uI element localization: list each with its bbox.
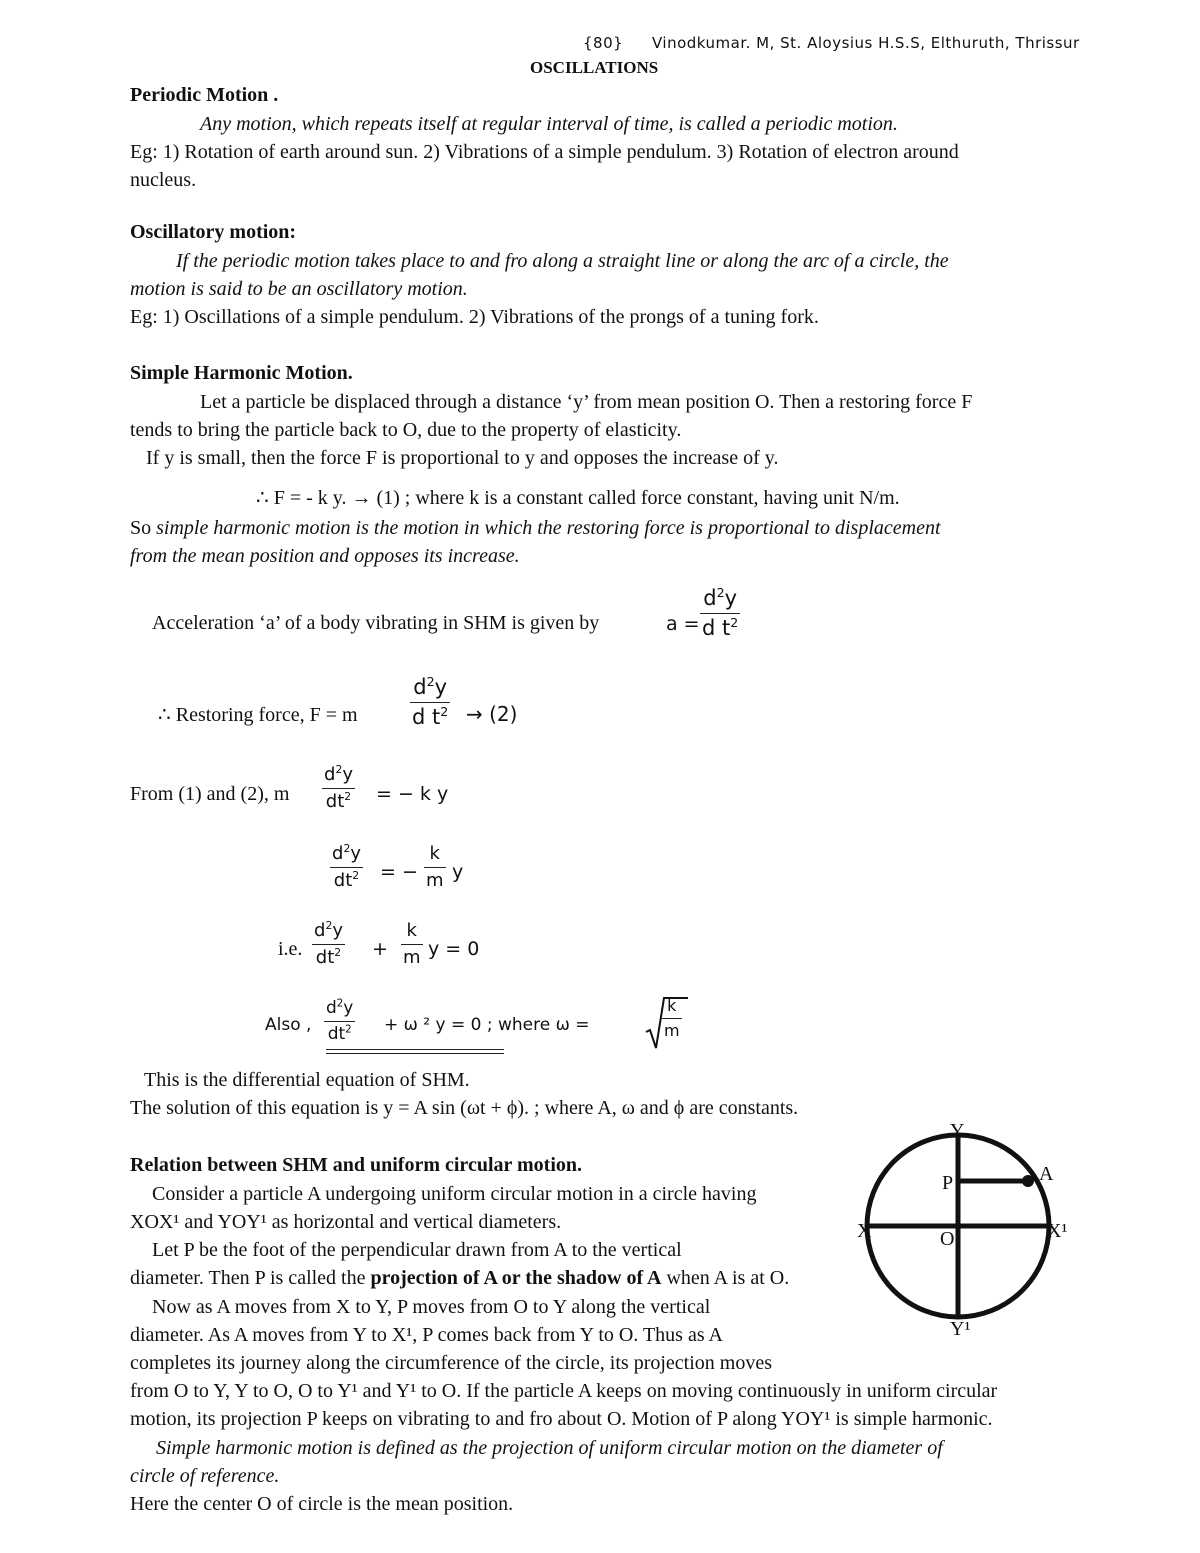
- fraction-bar: [401, 944, 423, 945]
- eq5-k-over-m: [401, 922, 423, 967]
- rf-den: d t: [412, 705, 441, 729]
- label-o: O: [940, 1228, 955, 1250]
- particle-a-dot: [1022, 1175, 1034, 1187]
- relation-text-5: Now as A moves from X to Y, P moves from O to Y along the vertical: [152, 1296, 711, 1318]
- eq6-fraction: $d^2y$ $dt^2$: [326, 998, 354, 1044]
- eq5-plus: +: [372, 938, 388, 960]
- eq5-rhs: y = 0: [428, 938, 480, 960]
- eq5-num-y: y: [332, 920, 343, 941]
- from-equations-text: From (1) and (2), m: [130, 783, 290, 805]
- fraction-bar: [324, 1021, 355, 1022]
- fraction-bar: [322, 788, 355, 789]
- eq5-fraction: $d^2y$ $dt^2$: [314, 919, 343, 968]
- fraction-bar: [312, 944, 345, 945]
- k-numerator: k: [429, 843, 440, 864]
- restoring-force-text: ∴ Restoring force, F = m: [158, 704, 358, 726]
- eq6-num-d: d: [326, 998, 337, 1018]
- eq4-fraction: $d^2y$ $dt^2$: [332, 842, 361, 891]
- oscillatory-definition-cont: motion is said to be an oscillatory motion.: [130, 278, 468, 300]
- eq5-m: m: [403, 947, 421, 968]
- oscillatory-definition: If the periodic motion takes place to and fro along a straight line or along the arc of a circle, the: [176, 250, 949, 272]
- equation-2-label: → (2): [466, 702, 518, 726]
- fraction-bar: [424, 867, 446, 868]
- relation-text-4c: when A is at O.: [661, 1267, 790, 1289]
- double-underline: [326, 1049, 504, 1054]
- omega-fraction: [662, 998, 682, 1039]
- relation-text-6: diameter. As A moves from Y to X¹, P comes back from Y to O. Thus as A: [130, 1324, 723, 1346]
- page-title: OSCILLATIONS: [530, 58, 659, 77]
- relation-text-1: Consider a particle A undergoing uniform circular motion in a circle having: [152, 1183, 757, 1205]
- periodic-examples: Eg: 1) Rotation of earth around sun. 2) Vibrations of a simple pendulum. 3) Rotation of electron around: [130, 141, 959, 163]
- label-x: X: [857, 1220, 872, 1242]
- accel-num-d: d: [703, 586, 717, 610]
- shm-definition-prefix: So: [130, 517, 157, 539]
- shm-definition-italic: simple harmonic motion is the motion in which the restoring force is proportional to displacement: [156, 517, 941, 539]
- periodic-definition: Any motion, which repeats itself at regular interval of time, is called a periodic motion.: [200, 113, 898, 135]
- shm-heading: Simple Harmonic Motion.: [130, 362, 353, 384]
- eq3-num-d: d: [324, 764, 336, 785]
- m-denominator: m: [426, 870, 444, 891]
- relation-text-7: completes its journey along the circumference of the circle, its projection moves: [130, 1352, 772, 1374]
- shm-circular-definition-cont: circle of reference.: [130, 1465, 280, 1487]
- omega-k: k: [667, 996, 677, 1015]
- rf-num-y: y: [434, 675, 448, 699]
- relation-heading: Relation between SHM and uniform circular motion.: [130, 1154, 583, 1176]
- differential-equation-text: This is the differential equation of SHM.: [144, 1069, 470, 1091]
- accel-num-y: y: [724, 586, 738, 610]
- relation-text-2: XOX¹ and YOY¹ as horizontal and vertical diameters.: [130, 1211, 562, 1233]
- eq3-num-y: y: [342, 764, 353, 785]
- shm-text-1: Let a particle be displaced through a distance ‘y’ from mean position O. Then a restoring force F: [200, 391, 973, 413]
- label-x1: X¹: [1047, 1220, 1068, 1242]
- shm-text-2: tends to bring the particle back to O, due to the property of elasticity.: [130, 419, 682, 441]
- eq5-num-d: d: [314, 920, 326, 941]
- solution-text: The solution of this equation is y = A sin (ωt + ϕ). ; where A, ω and ϕ are constants.: [130, 1097, 799, 1119]
- fraction-bar: [662, 1018, 682, 1019]
- relation-text-8: from O to Y, Y to O, O to Y¹ and Y¹ to O. If the particle A keeps on moving continuously in uniform circular: [130, 1380, 998, 1402]
- oscillatory-examples: Eg: 1) Oscillations of a simple pendulum. 2) Vibrations of the prongs of a tuning fork.: [130, 306, 819, 328]
- label-y: Y: [950, 1120, 965, 1142]
- acceleration-text: Acceleration ‘a’ of a body vibrating in SHM is given by: [152, 612, 600, 634]
- eq3-rhs: = − k y: [376, 783, 449, 805]
- accel-fraction: $d^2y$ d $t^2$: [702, 585, 739, 640]
- shm-text-3: If y is small, then the force F is proportional to y and opposes the increase of y.: [146, 447, 779, 469]
- author-line: Vinodkumar. M, St. Aloysius H.S.S, Elthuruth, Thrissur: [652, 34, 1080, 52]
- eq4-num-d: d: [332, 843, 344, 864]
- ie-label: i.e.: [278, 938, 303, 960]
- periodic-heading: Periodic Motion .: [130, 84, 279, 106]
- label-a: A: [1039, 1163, 1054, 1185]
- a-equals: a =: [666, 613, 700, 635]
- shm-definition-cont: from the mean position and opposes its increase.: [130, 545, 520, 567]
- relation-text-4a: diameter. Then P is called the: [130, 1267, 371, 1289]
- relation-text-9: motion, its projection P keeps on vibrating to and fro about O. Motion of P along YOY¹ is simple harmonic.: [130, 1408, 993, 1430]
- also-label: Also ,: [265, 1015, 312, 1035]
- eq4-y: y: [452, 861, 464, 883]
- rf-num-d: d: [413, 675, 427, 699]
- eq6-rhs: + ω ² y = 0 ; where ω =: [384, 1015, 590, 1035]
- shm-definition: [130, 517, 941, 540]
- fraction-bar: [410, 702, 450, 703]
- shm-circular-definition: Simple harmonic motion is defined as the projection of uniform circular motion on the diameter of: [156, 1437, 943, 1459]
- page-number: {80}: [583, 34, 624, 52]
- oscillatory-heading: Oscillatory motion:: [130, 221, 297, 243]
- accel-den: d t: [702, 616, 731, 640]
- fraction-bar: [330, 867, 363, 868]
- eq6-num-y: y: [343, 998, 354, 1018]
- omega-m: m: [664, 1021, 680, 1040]
- equation-1: ∴ F = - k y. → (1) ; where k is a constant called force constant, having unit N/m.: [256, 487, 900, 509]
- k-over-m-fraction: [424, 845, 446, 890]
- eq4-num-y: y: [350, 843, 361, 864]
- projection-term: projection of A or the shadow of A: [370, 1267, 662, 1289]
- eq5-k: k: [406, 920, 417, 941]
- mean-position-text: Here the center O of circle is the mean position.: [130, 1493, 514, 1515]
- label-p: P: [942, 1172, 954, 1194]
- label-y1: Y¹: [950, 1318, 971, 1340]
- periodic-examples-cont: nucleus.: [130, 169, 197, 191]
- eq4-equals-minus: = −: [380, 861, 418, 883]
- fraction-bar: [700, 613, 740, 614]
- relation-text-4: [130, 1267, 789, 1290]
- relation-text-3: Let P be the foot of the perpendicular drawn from A to the vertical: [152, 1239, 682, 1261]
- restoring-fraction: $d^2y$ d $t^2$: [412, 674, 449, 729]
- eq3-fraction: $d^2y$ $dt^2$: [324, 763, 353, 812]
